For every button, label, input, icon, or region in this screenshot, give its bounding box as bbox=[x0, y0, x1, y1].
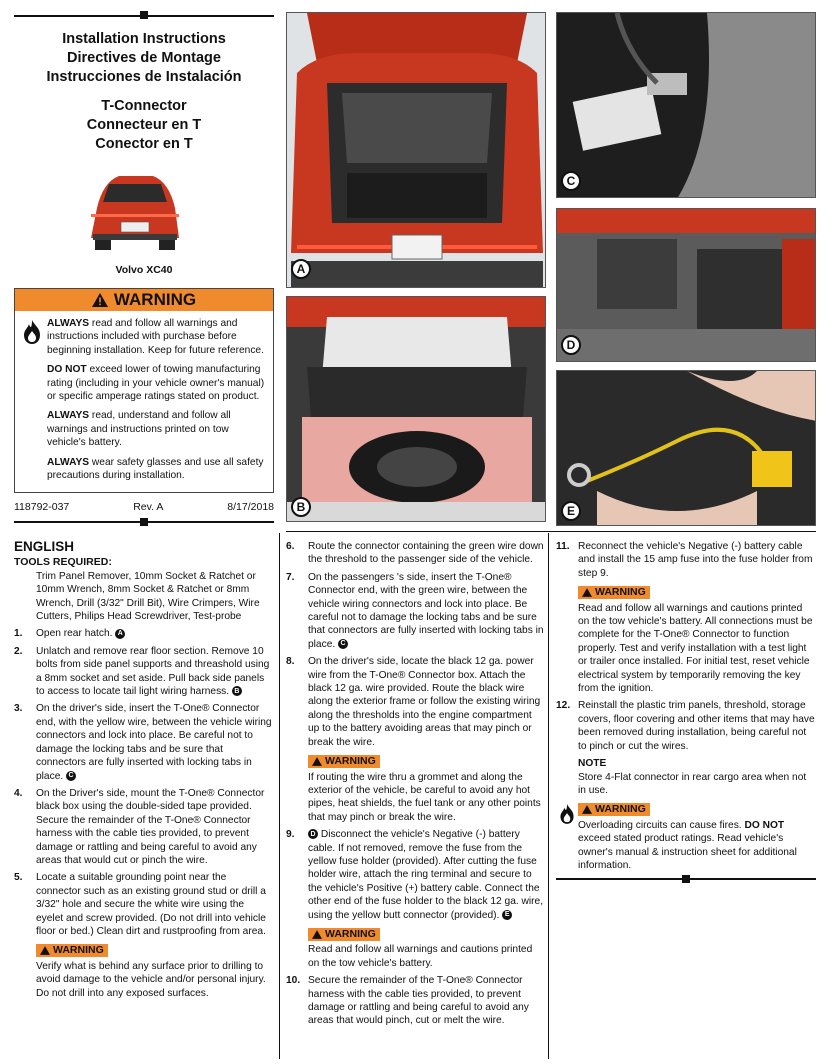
title-es: Instrucciones de Instalación bbox=[46, 69, 242, 85]
photo-e-image bbox=[557, 371, 816, 526]
column-1 bbox=[14, 540, 272, 1004]
photo-a-image bbox=[287, 13, 546, 288]
step-5: 5. Locate a suitable grounding point near the connector such as an existing ground stud or drill a 3/32" hole and secure the white wire using the eyelet and screw provided. (Do not drill into vehicle floor or bed.) Clean dirt and rustproofing from area. bbox=[14, 872, 266, 937]
mini-warning-badge: WARNING bbox=[578, 803, 650, 816]
photo-e-fuse-holder bbox=[556, 370, 816, 526]
step-11-warning: WARNING Read and follow all warnings and cautions printed on the tow vehicle's battery. All connections must be complete for the T-One® Connector to function properly. Test and verify installation with a test light or trailer once installed. For initial test, reset vehicle electrical system by temporarily removing the key from the ignition. bbox=[578, 586, 813, 695]
warning-triangle-icon bbox=[312, 757, 322, 766]
photo-label-d: D bbox=[561, 335, 581, 355]
end-rule-marker bbox=[682, 875, 690, 883]
warning-triangle-icon bbox=[92, 293, 108, 307]
ref-d-icon: D bbox=[308, 829, 318, 839]
warning-triangle-icon bbox=[582, 805, 592, 814]
step-6: 6. Route the connector containing the green wire down the threshold to the passenger side of the vehicle. bbox=[286, 541, 544, 566]
ref-b-icon: B bbox=[232, 686, 242, 696]
meta-rule-marker bbox=[140, 518, 148, 526]
tools-list: Trim Panel Remover, 10mm Socket & Ratchet or 10mm Wrench, 8mm Socket & Ratchet or 8mm Wrench, Drill (3/32" Drill Bit), Wire Crimpers, Wire Cutters, Philips Head Screwdriver, Test-probe bbox=[36, 570, 260, 623]
product-es: Conector en T bbox=[95, 136, 193, 152]
mini-warning-badge: WARNING bbox=[308, 928, 380, 941]
column-3 bbox=[556, 540, 816, 883]
column-divider-1 bbox=[279, 533, 280, 1059]
photo-label-b: B bbox=[291, 497, 311, 517]
warning-triangle-icon bbox=[582, 588, 592, 597]
photo-c-image bbox=[557, 13, 816, 198]
vehicle-thumbnail bbox=[83, 168, 187, 258]
title-en: Installation Instructions bbox=[62, 31, 226, 47]
photo-label-e: E bbox=[561, 501, 581, 521]
warning-p1: ALWAYS read and follow all warnings and instructions included with purchase before beginning installation. Keep for future reference. bbox=[47, 318, 264, 356]
step-9: 9. D Disconnect the vehicle's Negative (-) battery cable. If not removed, remove the fuse from the yellow fuse holder (provided). After cutting the fuse holder wire, attach the ring terminal and secure to the vehicle's Positive (+) battery cable. Connect the other end of the fuse holder to the black 12 ga. wire, using the yellow butt connector (provided). E bbox=[286, 829, 544, 921]
step-4: 4. On the Driver's side, mount the T-One® Connector black box using the double-sided tape provided. Secure the remainder of the T-One® Connector harness with the cable ties provided, to prevent damage or rattling and being careful to avoid any areas that would cut or pinch the wire. bbox=[14, 787, 265, 866]
warning-triangle-icon bbox=[40, 946, 50, 955]
language-heading: ENGLISH bbox=[14, 539, 75, 554]
column-divider-2 bbox=[548, 533, 549, 1059]
photo-label-a: A bbox=[291, 259, 311, 279]
ref-c-icon: C bbox=[338, 639, 348, 649]
product-fr: Connecteur en T bbox=[86, 117, 202, 133]
step-11: 11. Reconnect the vehicle's Negative (-) battery cable and install the 15 amp fuse into the fuse holder from step 9. bbox=[556, 541, 813, 579]
tools-heading: TOOLS REQUIRED: bbox=[14, 556, 112, 569]
title-fr: Directives de Montage bbox=[67, 50, 221, 66]
warning-heading: WARNING bbox=[113, 290, 197, 309]
vehicle-label: Volvo XC40 bbox=[115, 264, 173, 276]
ref-c-icon: C bbox=[66, 771, 76, 781]
step-2: 2. Unlatch and remove rear floor section. Remove 10 bolts from side panel supports and threashold using a 8mm socket and set aside. Pull back side panels to access to locate tail light wiring harness. B bbox=[14, 645, 270, 698]
warning-header bbox=[15, 289, 273, 311]
step-5-warning: WARNING Verify what is behind any surface prior to drilling to avoid damage to the vehicle and/or personal injury. Do not drill into any exposed surfaces. bbox=[36, 944, 266, 999]
flame-icon bbox=[558, 803, 576, 825]
step-8-warning: WARNING If routing the wire thru a grommet and along the exterior of the vehicle, be careful to avoid any hot pipes, heat shields, the fuel tank or any other points that may pinch or break the wire. bbox=[308, 754, 541, 823]
photo-c-connector bbox=[556, 12, 816, 198]
mini-warning-badge: WARNING bbox=[578, 586, 650, 599]
warning-body bbox=[15, 311, 273, 482]
step-8: 8. On the driver's side, locate the black 12 ga. power wire from the T-One® Connector box. Attach the black 12 ga. wire provided. Route the black wire along the exterior frame or follow the existing wiring along the thresholds into the engine compartment up to the battery avoiding areas that may pinch or break the wire. bbox=[286, 656, 541, 748]
photo-d-engine-bay bbox=[556, 208, 816, 362]
product-en: T-Connector bbox=[101, 98, 187, 114]
warning-p3: ALWAYS read, understand and follow all warnings and instructions printed on tow vehicle's battery. bbox=[47, 410, 231, 449]
warning-box bbox=[14, 288, 274, 493]
warning-p2: DO NOT exceed lower of towing manufacturing rating (including in your vehicle owner's manual) or specific amperage ratings stated on product. bbox=[47, 364, 265, 403]
title-block bbox=[14, 30, 274, 154]
photo-b-image bbox=[287, 297, 546, 522]
section-rule bbox=[286, 531, 816, 532]
step-12: 12. Reinstall the plastic trim panels, threshold, storage covers, floor covering and other items that may have been removed during installation, being careful not to pinch or cut the wires. bbox=[556, 700, 815, 752]
step-10: 10. Secure the remainder of the T-One® Connector harness with the cable ties provided, to prevent damage or rattling and being careful to avoid any areas that would pinch, cut or melt the wire. bbox=[286, 975, 529, 1027]
step-1: 1. Open rear hatch. A bbox=[14, 627, 272, 640]
mini-warning-badge: WARNING bbox=[36, 944, 108, 957]
warning-triangle-icon bbox=[312, 930, 322, 939]
mini-warning-badge: WARNING bbox=[308, 755, 380, 768]
photo-a-open-hatch bbox=[286, 12, 546, 288]
doc-date: 8/17/2018 bbox=[227, 501, 274, 513]
note-heading: NOTE bbox=[578, 758, 607, 770]
step-3: 3. On the driver's side, insert the T-One® Connector end, with the yellow wire, between the vehicle wiring connectors and lock into place. Be careful not to damage the locking tabs and be sure that connectors are fully inserted with locking tabs in place. C bbox=[14, 703, 272, 782]
photo-d-image bbox=[557, 209, 816, 362]
photo-label-c: C bbox=[561, 171, 581, 191]
top-rule-marker bbox=[140, 11, 148, 19]
ref-a-icon: A bbox=[115, 629, 125, 639]
fire-warning: WARNING Overloading circuits can cause fires. DO NOT exceed stated product ratings. Read vehicle's owner's manual & instruction sheet for additional information. bbox=[556, 801, 816, 872]
note-text: Store 4-Flat connector in rear cargo area when not in use. bbox=[578, 771, 807, 796]
ref-e-icon: E bbox=[502, 910, 512, 920]
warning-p4: ALWAYS wear safety glasses and use all safety precautions during installation. bbox=[47, 456, 264, 482]
flame-icon bbox=[21, 319, 43, 345]
photo-b-cargo-floor bbox=[286, 296, 546, 522]
document-meta bbox=[14, 501, 274, 513]
step-9-warning: WARNING Read and follow all warnings and cautions printed on the tow vehicle's battery. bbox=[308, 927, 533, 969]
step-7: 7. On the passengers 's side, insert the T-One® Connector end, with the green wire, between the vehicle wiring connectors and lock into place. Be careful not to damage the locking tabs and be sure that connectors are fully inserted with locking tabs in place. C bbox=[286, 571, 544, 650]
revision: Rev. A bbox=[133, 501, 164, 513]
note-block bbox=[556, 757, 816, 797]
column-2 bbox=[286, 540, 544, 1032]
part-number: 118792-037 bbox=[14, 501, 70, 513]
